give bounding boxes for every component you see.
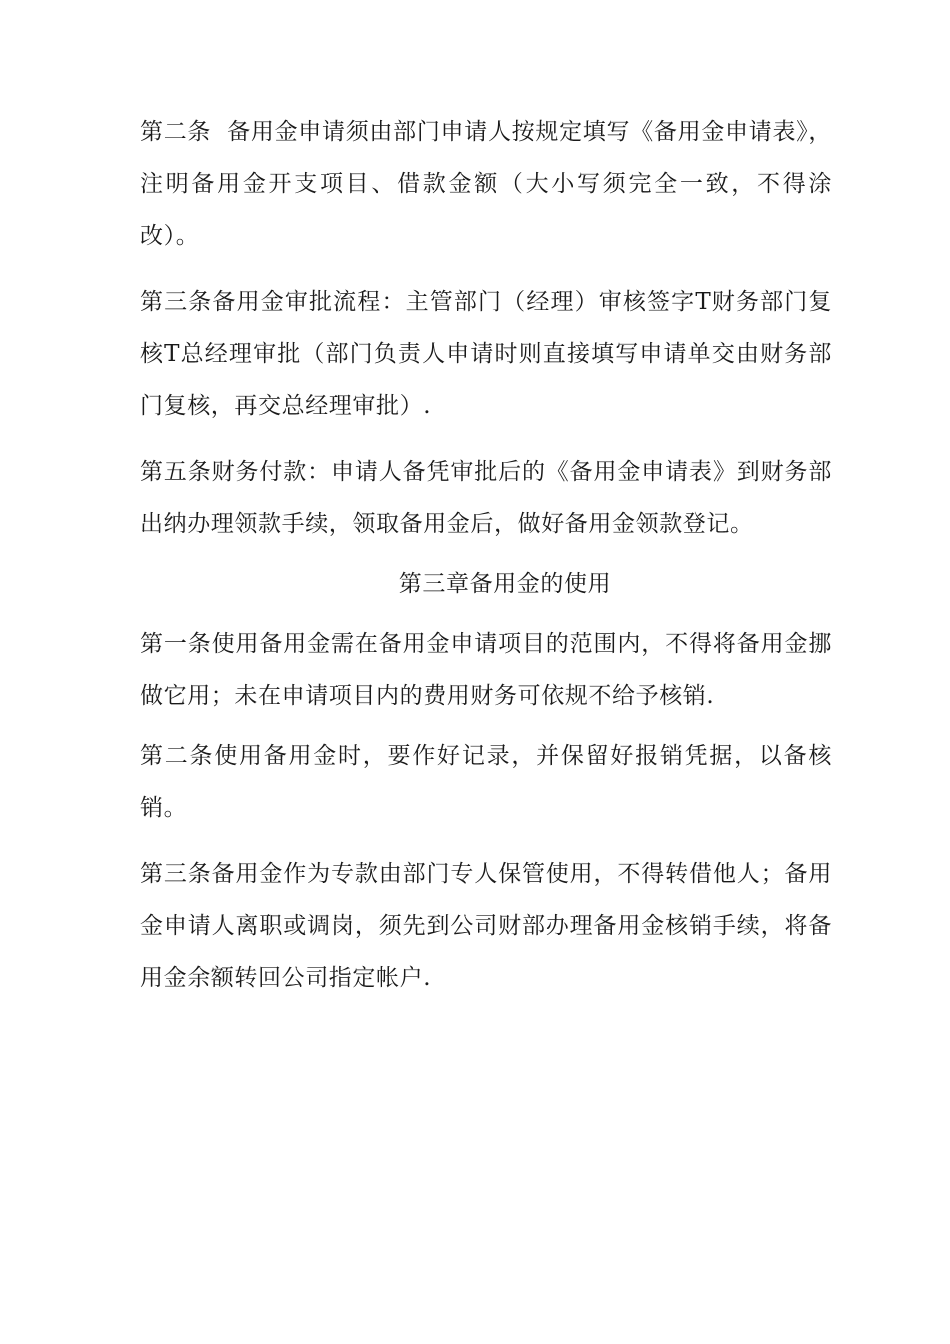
article-2-application: 第二条 备用金申请须由部门申请人按规定填写《备用金申请表》，注明备用金开支项目、借款金额（大小写须完全一致，不得涂改）。 bbox=[140, 119, 832, 249]
article-3-custody: 第三条备用金作为专款由部门专人保管使用，不得转借他人；备用金申请人离职或调岗，须先到公司财部办理备用金核销手续，将备用金余额转回公司指定帐户. bbox=[140, 861, 832, 991]
article-2-usage-records: 第二条使用备用金时，要作好记录，并保留好报销凭据，以备核销。 bbox=[140, 743, 832, 821]
article-5-payment: 第五条财务付款：申请人备凭审批后的《备用金申请表》到财务部出纳办理领款手续，领取备用金后，做好备用金领款登记。 bbox=[140, 459, 832, 537]
document-body bbox=[140, 106, 832, 1018]
article-1-usage-scope: 第一条使用备用金需在备用金申请项目的范围内，不得将备用金挪做它用；未在申请项目内的费用财务可依规不给予核销. bbox=[140, 631, 832, 709]
chapter-heading: 第三章备用金的使用 bbox=[398, 571, 612, 597]
article-3-approval-process: 第三条备用金审批流程：主管部门（经理）审核签字T财务部门复核T总经理审批（部门负责人申请时则直接填写申请单交由财务部门复核，再交总经理审批）. bbox=[140, 289, 832, 419]
